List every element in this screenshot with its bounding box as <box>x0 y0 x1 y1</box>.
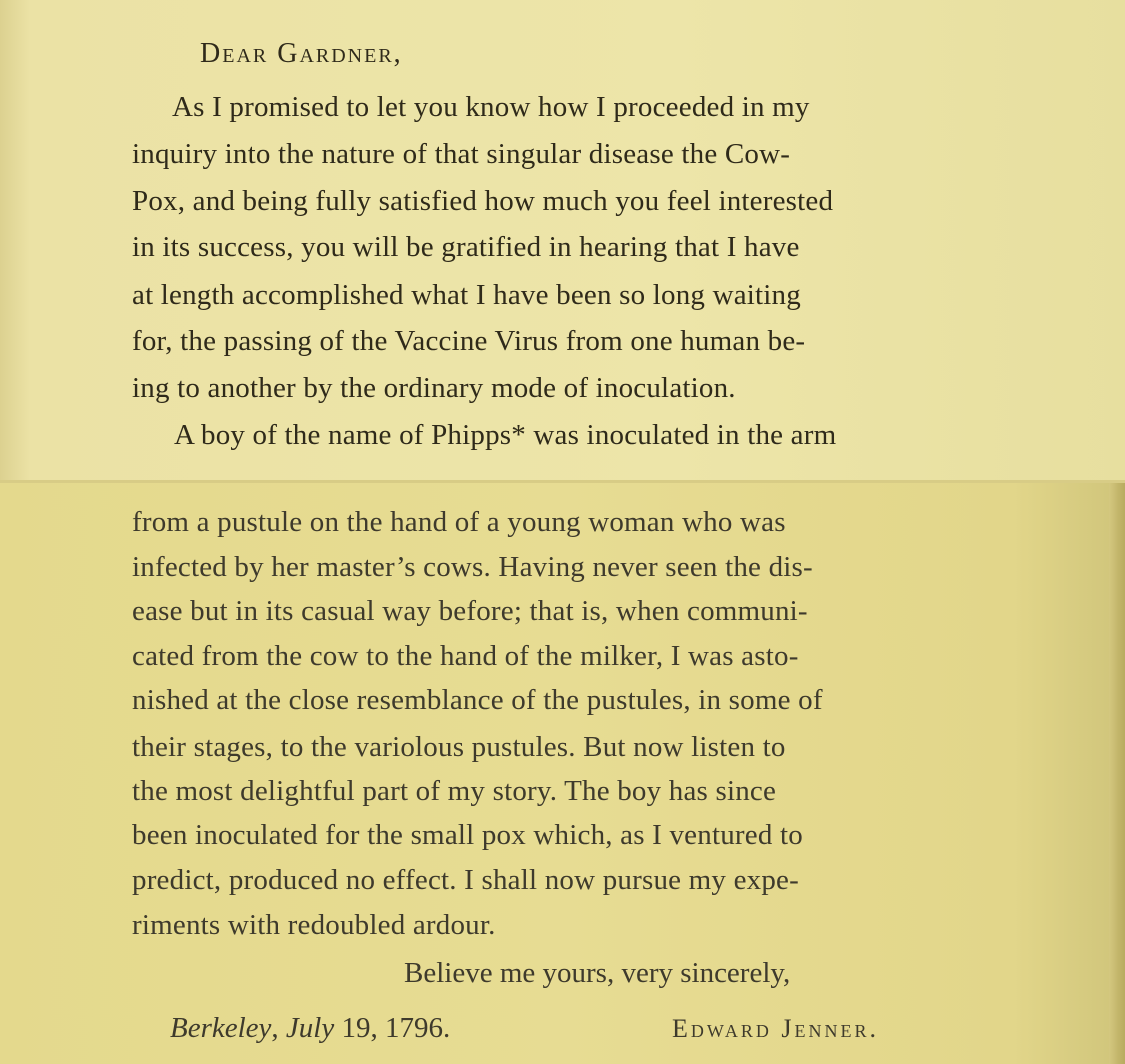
text-line: ease but in its casual way before; that is, when communi- <box>132 595 808 627</box>
closing-line: Believe me yours, very sincerely, <box>404 957 791 989</box>
text-line: A boy of the name of Phipps* was inoculated in the arm <box>174 419 837 451</box>
text-line: for, the passing of the Vaccine Virus from one human be- <box>132 325 806 357</box>
month: July <box>285 1012 335 1044</box>
text-line: the most delightful part of my story. The boy has since <box>132 775 777 807</box>
text-line: their stages, to the variolous pustules. But now listen to <box>132 731 786 763</box>
book-spine-edge <box>1109 482 1125 1064</box>
text-line: at length accomplished what I have been so long waiting <box>132 279 801 311</box>
salutation: Dear Gardner, <box>200 38 403 69</box>
text-line: predict, produced no effect. I shall now pursue my expe- <box>132 864 799 896</box>
text-line: Pox, and being fully satisfied how much you feel interested <box>132 185 834 217</box>
text-line: in its success, you will be gratified in hearing that I have <box>132 231 800 263</box>
text-line: from a pustule on the hand of a young woman who was <box>132 506 786 538</box>
signature: Edward Jenner. <box>672 1014 879 1043</box>
text-line: been inoculated for the small pox which, as I ventured to <box>132 819 803 851</box>
text-line: As I promised to let you know how I proceeded in my <box>172 91 810 123</box>
scan-seam <box>0 480 1125 483</box>
text-line: ing to another by the ordinary mode of inoculation. <box>132 372 736 404</box>
text-line: infected by her master’s cows. Having never seen the dis- <box>132 551 813 583</box>
place-date: Berkeley, July 19, 1796. <box>170 1012 451 1044</box>
place: Berkeley <box>170 1012 272 1044</box>
text-line: nished at the close resemblance of the pustules, in some of <box>132 684 823 716</box>
text-line: inquiry into the nature of that singular disease the Cow- <box>132 138 791 170</box>
text-line: cated from the cow to the hand of the milker, I was asto- <box>132 640 799 672</box>
text-line: riments with redoubled ardour. <box>132 909 496 941</box>
day-year: 19, 1796. <box>341 1012 451 1044</box>
